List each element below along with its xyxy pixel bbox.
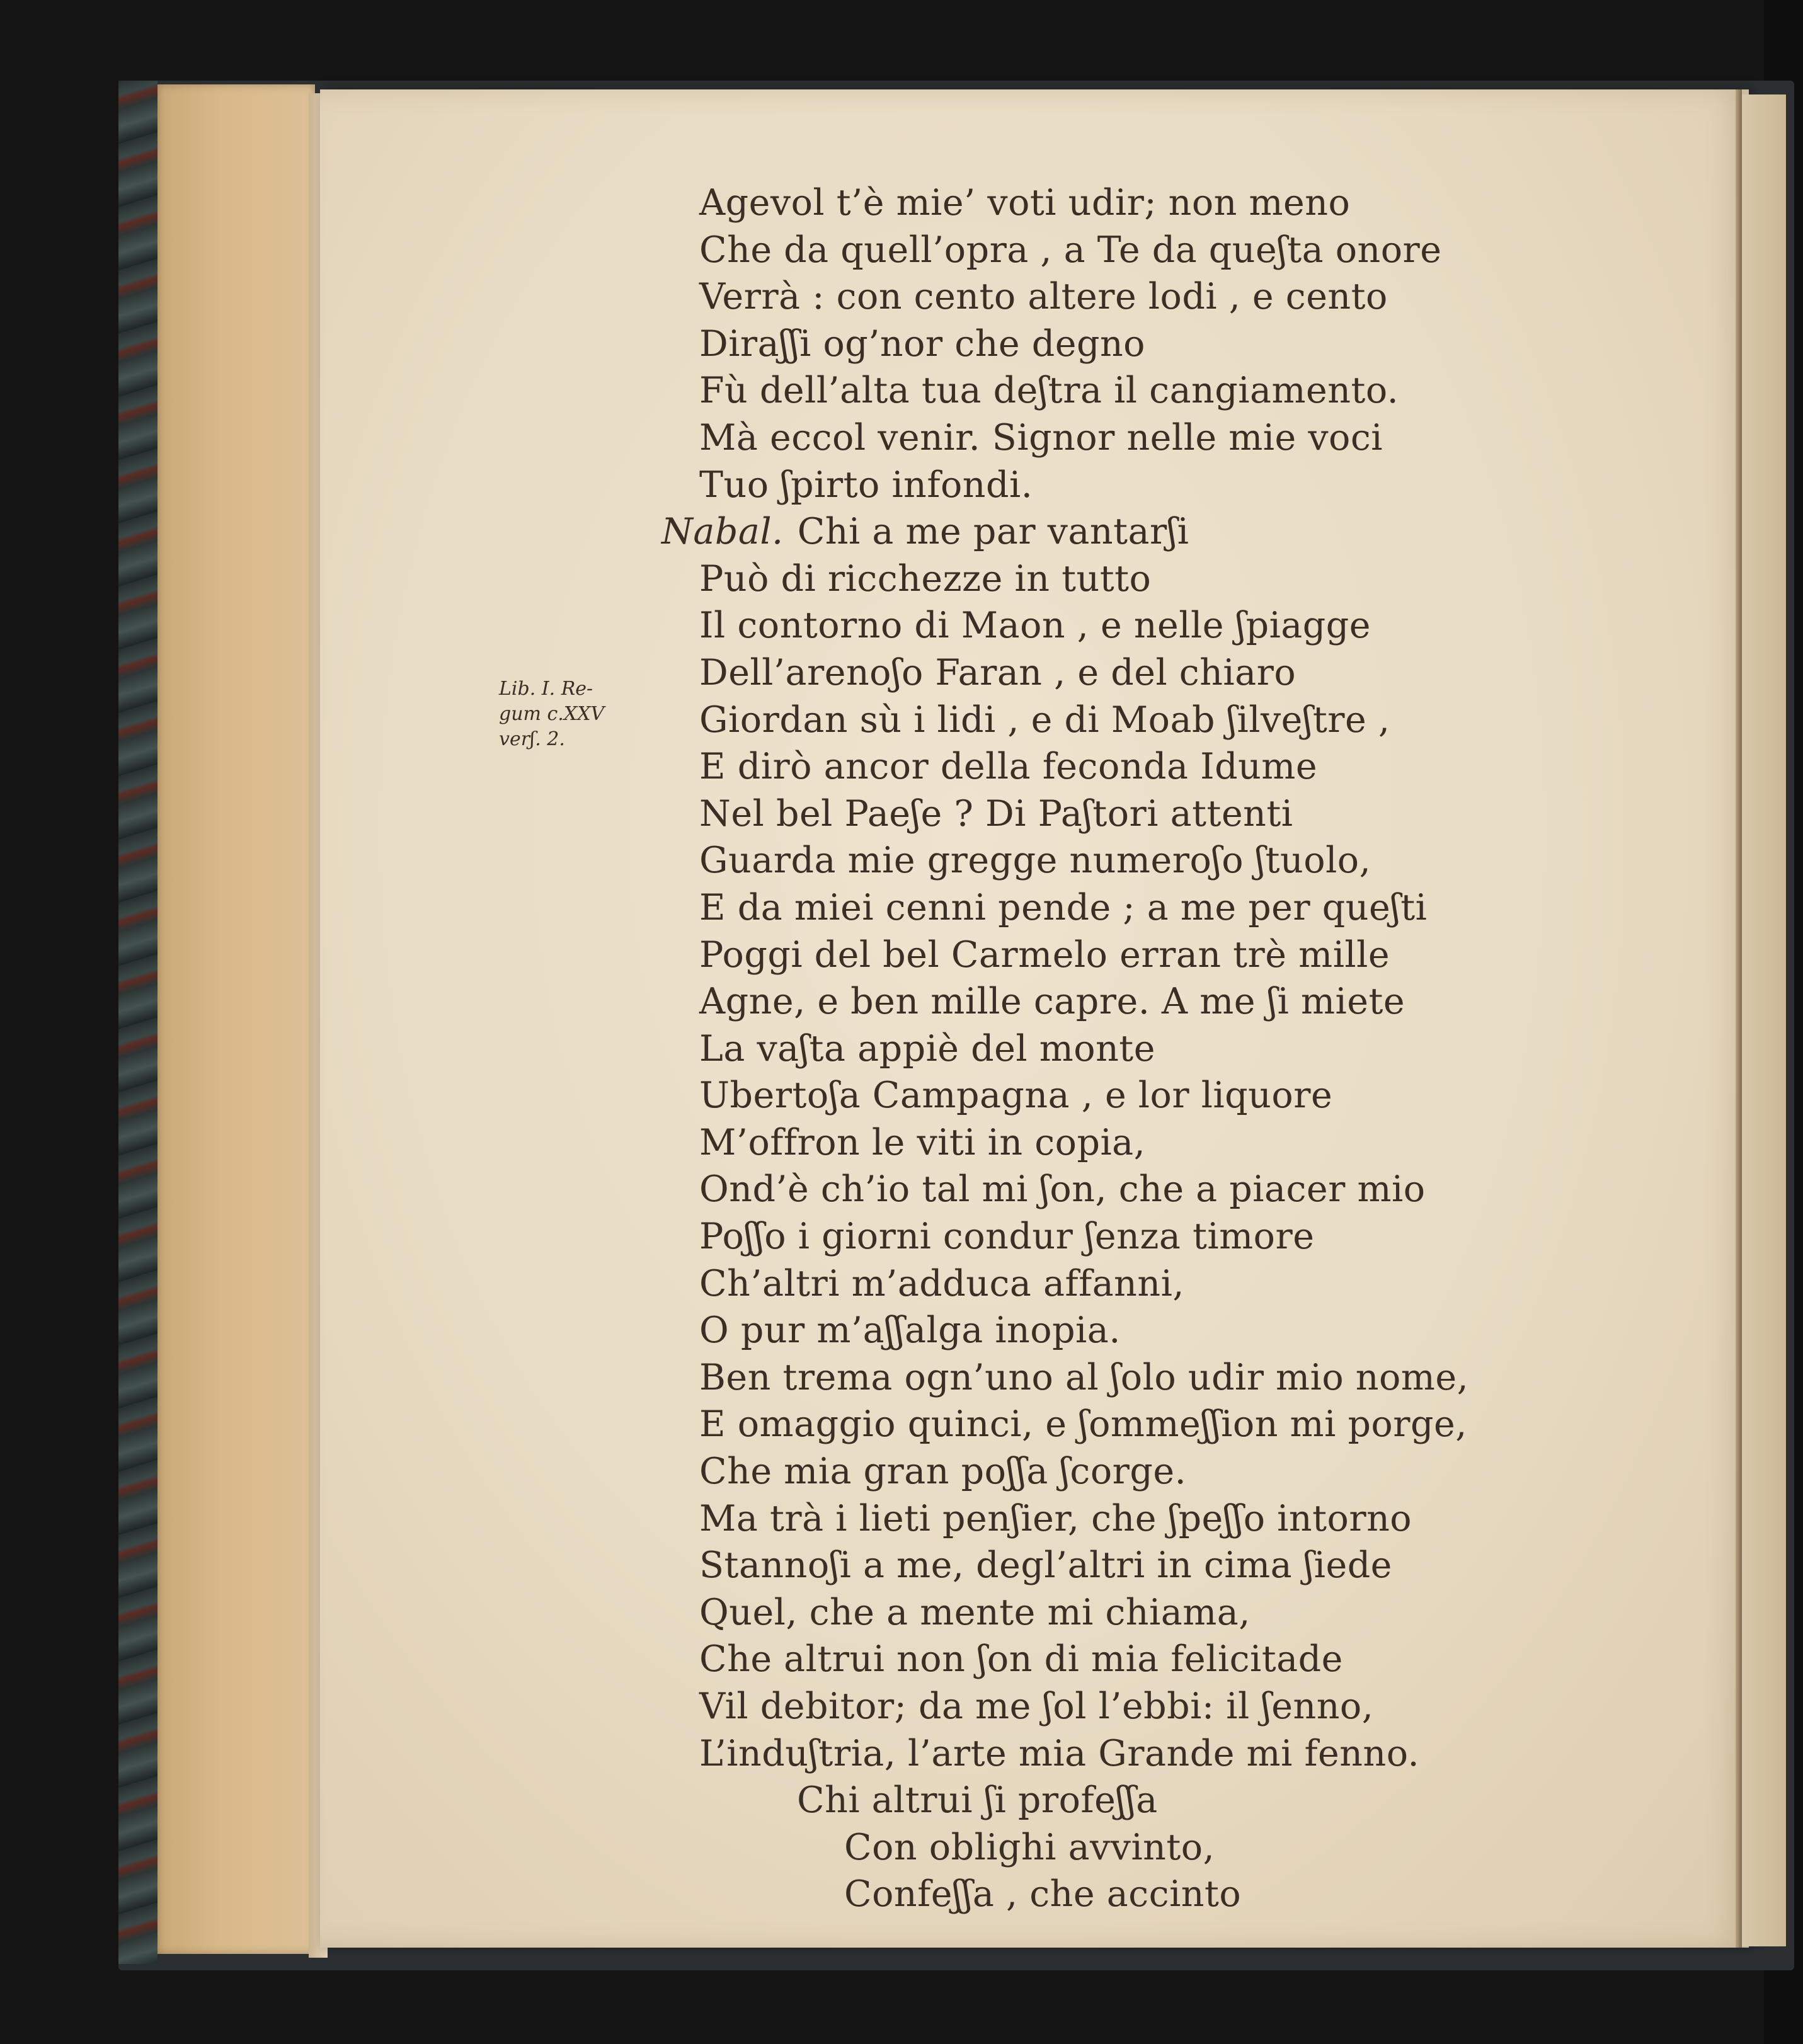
verse-text [661,180,1720,1918]
verse-line [661,508,1720,556]
verse-line [699,1730,1720,1778]
verse-line [699,1166,1720,1213]
verse-line-text: M’offron le viti in copia, [699,1121,1146,1163]
verse-line [844,1871,1720,1918]
verse-line-text: Tuo ʃpirto infondi. [699,464,1033,506]
verse-line-text: Il contorno di Maon , e nelle ʃpiagge [699,605,1371,647]
verse-line [699,321,1720,368]
verse-line [699,1354,1720,1402]
verse-line-text: Che mia gran poʃʃa ʃcorge. [699,1451,1187,1493]
verse-line [699,1213,1720,1260]
verse-line-text: Vil debitor; da me ʃol l’ebbi: il ʃenno, [699,1686,1374,1727]
verse-line [699,1260,1720,1308]
verse-line-text: Nel bel Paeʃe ? Di Paʃtori attenti [699,792,1293,835]
verse-line [699,602,1720,649]
verse-line [797,1777,1720,1824]
verse-line-text: Confeʃʃa , che accinto [844,1873,1242,1916]
verse-line-text: Poggi del bel Carmelo erran trè mille [699,934,1390,976]
verse-line [699,414,1720,462]
verse-line [699,1542,1720,1589]
verse-line [699,1589,1720,1636]
page-gutter [1736,89,1742,1948]
verse-line-text: Che da quell’opra , a Te da queʃta onore [699,229,1442,271]
verse-line-text: Stannoʃi a me, degl’altri in cima ʃiede [699,1544,1392,1587]
verse-line-text: E omaggio quinci, e ʃommeʃʃion mi porge, [699,1403,1467,1446]
verse-line-text: Guarda mie gregge numeroʃo ʃtuolo, [699,840,1371,882]
verse-line [699,1495,1720,1543]
verse-line-text: Agevol t’è mie’ voti udir; non meno [699,182,1351,224]
verse-line-text: Giordan sù i lidi , e di Moab ʃilveʃtre , [699,699,1390,741]
margin-citation-line: gum c.XXV [499,703,605,725]
margin-citation [499,677,663,752]
verse-line-text: La vaʃta appiè del monte [699,1027,1155,1070]
verse-line-text: Ch’altri m’adduca affanni, [699,1262,1184,1305]
verse-line [699,978,1720,1025]
verse-line-text: Può di ricchezze in tutto [699,557,1152,600]
verse-line-text: E dirò ancor della feconda Idume [699,746,1318,788]
verse-line [699,556,1720,603]
verse-line-text: Verrà : con cento altere lodi , e cento [699,276,1388,318]
verse-line [699,273,1720,321]
marbled-cover-edge [118,81,157,1964]
verse-line-text: L’induʃtria, l’arte mia Grande mi fenno. [699,1732,1420,1774]
verse-line-text: Poʃʃo i giorni condur ʃenza timore [699,1216,1315,1258]
verse-line-text: Agne, e ben mille capre. A me ʃi miete [699,981,1405,1023]
verse-line-text: E da miei cenni pende ; a me per queʃti [699,886,1428,928]
margin-citation-line: verʃ. 2. [499,728,565,750]
verse-line-text: Quel, che a mente mi chiama, [699,1591,1251,1633]
verse-line [699,1636,1720,1683]
verse-line [699,367,1720,414]
verse-line [699,1401,1720,1448]
verse-line-text: Con oblighi avvinto, [844,1826,1215,1868]
verse-line-text: Chi altrui ʃi profeʃʃa [797,1779,1158,1822]
verse-line-text: Ond’è ch’io tal mi ʃon, che a piacer mio [699,1168,1426,1211]
verse-line-text: Diraʃʃi og’nor che degno [699,323,1145,365]
verse-line [699,697,1720,744]
verse-line [699,1307,1720,1354]
verse-line [699,1025,1720,1073]
verse-line [844,1824,1720,1871]
verse-line-text: Ma trà i lieti penʃier, che ʃpeʃʃo intorno [699,1497,1412,1539]
verse-line [699,1072,1720,1119]
verse-line [699,743,1720,791]
endpaper [157,84,315,1954]
verse-line-text: O pur m’aʃʃalga inopia. [699,1310,1121,1352]
verse-line [699,180,1720,227]
verse-line-text: Ben trema ogn’uno al ʃolo udir mio nome, [699,1356,1469,1398]
facing-page-edge [1742,94,1786,1946]
verse-line [699,1119,1720,1167]
verse-line [699,932,1720,979]
verse-line-text: Che altrui non ʃon di mia felicitade [699,1638,1343,1681]
verse-line [699,227,1720,274]
margin-citation-line: Lib. I. Re- [499,678,593,700]
verse-line [699,649,1720,697]
verse-line-text: Ubertoʃa Campagna , e lor liquore [699,1075,1333,1117]
verse-line [699,462,1720,509]
verse-line [699,837,1720,884]
verse-line-text: Chi a me par vantarʃi [797,511,1189,553]
verse-line-text: Fù dell’alta tua deʃtra il cangiamento. [699,370,1399,412]
speaker-name: Nabal. [661,511,784,553]
verse-line [699,791,1720,838]
verse-line [699,1683,1720,1730]
verse-line-text: Dell’arenoʃo Faran , e del chiaro [699,651,1296,694]
verse-line [699,1448,1720,1495]
verse-line [699,884,1720,932]
verse-line-text: Mà eccol venir. Signor nelle mie voci [699,416,1383,459]
